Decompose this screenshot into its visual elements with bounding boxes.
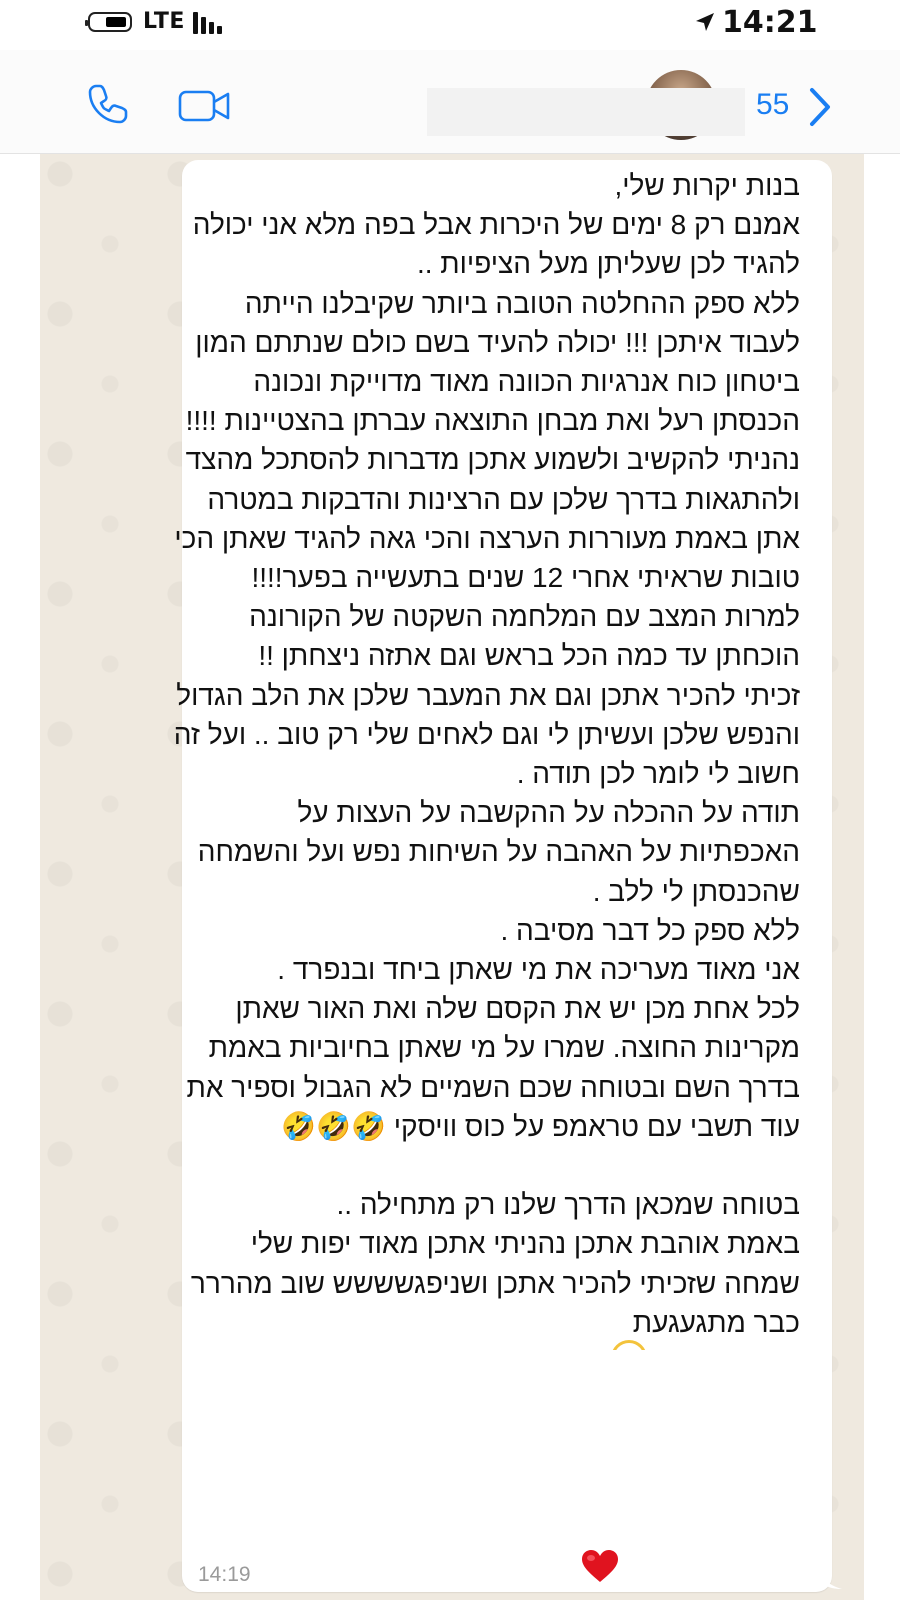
video-camera-icon[interactable] (178, 90, 232, 122)
network-type: LTE (143, 9, 185, 34)
message-bubble[interactable] (173, 160, 832, 1592)
status-time: 14:21 (722, 5, 818, 40)
message-timestamp: 14:19 (198, 1563, 251, 1586)
screen-edge-right (864, 154, 900, 1600)
battery-icon (88, 12, 132, 32)
location-arrow-icon (693, 10, 717, 34)
unread-count[interactable]: 55 (756, 88, 790, 121)
partial-emoji-icon (611, 1340, 647, 1350)
message-text: בנות יקרות שלי, אמנם רק 8 ימים של היכרות אבל בפה מלא אני יכולה להגיד לכן שעליתן מעל הציפיות .. ללא ספק ההחלטה הטובה ביותר שקיבלנו הייתה לעבוד איתכן !!! יכולה להעיד בשם כולם שנתתם המון ביטחון כוח אנרגיות הכוונה מאוד מדוייקת ונכונה הכנסתן רעל ואת מבחן התוצאה עברתן בהצטיינות !!!! נהניתי להקשיב ולשמוע אתכן מדברות להסתכל מהצד ולהתגאות בדרך שלכן עם הרצינות והדבקות במטרה אתן באמת מעוררות הערצה והכי גאה להגיד שאתן הכי טובות שראיתי אחרי 12 שנים בתעשייה בפער!!!! למרות המצב עם המלחמה השקטה של הקורונה הוכחתן עד כמה הכל בראש וגם אתזה ניצחתן !! זכיתי להכיר אתכן וגם את המעבר שלכן את הלב הגדול והנפש שלכן ועשיתן לי וגם לאחים שלי רק טוב .. ועל זה חשוב לי לומר לכן תודה . תודה על ההכלה על ההקשבה על העצות על האכפתיות על האהבה על השיחות נפש ועל והשמחה שהכנסתן לי ללב . ללא ספק כל דבר מסיבה . אני מאוד מעריכה את מי שאתן ביחד ובנפרד . לכל אחת מכן יש את הקסם שלה ואת האור שאתן מקרינות החוצה. שמרו על מי שאתן בחיוביות באמת בדרך השם ובטוחה שכם השמיים לא הגבול וספיר את עוד תשבי עם טראמפ על כוס וויסקי 🤣🤣🤣 בטוחה שמכאן הדרך שלנו רק מתחילה .. באמת אוהבת אתכן נהניתי אתכן מאוד יפות שלי שמחה שזכיתי להכיר אתכן ושניפגשששש שוב מהררר כבר מתגעגעת (173, 170, 800, 1338)
red-heart-icon (580, 1548, 620, 1584)
status-bar (0, 0, 900, 50)
contact-name-redacted[interactable] (427, 88, 745, 136)
screen-edge-left (0, 154, 40, 1600)
chevron-right-icon[interactable] (808, 86, 832, 128)
phone-icon[interactable] (86, 82, 130, 126)
bubble-tail (820, 1565, 844, 1589)
signal-strength-icon (193, 12, 233, 34)
chat-header (0, 50, 900, 154)
